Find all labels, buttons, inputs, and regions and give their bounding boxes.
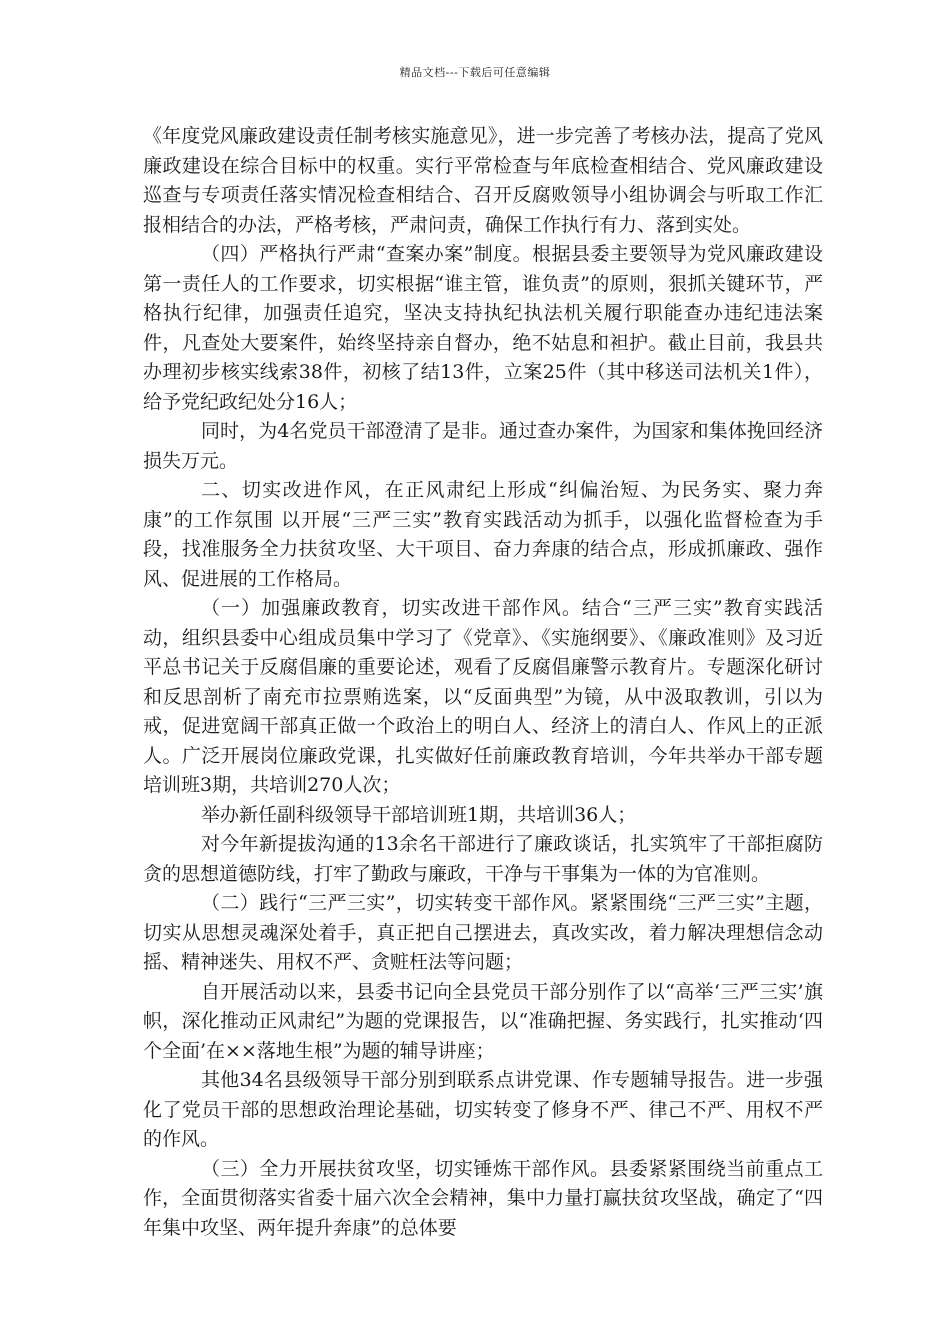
paragraph: 举办新任副科级领导干部培训班1期，共培训36人； [201,803,637,826]
page-header: 精品文档---下载后可任意编辑 [399,66,551,79]
document-body [143,122,823,1243]
paragraph: 其他34名县级领导干部分别到联系点讲党课、作专题辅导报告。进一步强化了党员干部的思想政治理论基础，切实转变了修身不严、律己不严、用权不严的作风。 [143,1069,823,1150]
paragraph: （二）践行“三严三实”，切实转变干部作风。紧紧围绕“三严三实”主题，切实从思想灵魂深处着手，真正把自己摆进去，真改实改，着力解决理想信念动摇、精神迷失、用权不严、贪赃枉法等问题； [143,892,823,973]
paragraph: 《年度党风廉政建设责任制考核实施意见》，进一步完善了考核办法，提高了党风廉政建设在综合目标中的权重。实行平常检查与年底检查相结合、党风廉政建设巡查与专项责任落实情况检查相结合、召开反腐败领导小组协调会与听取工作汇报相结合的办法，严格考核，严肃问责，确保工作执行有力、落到实处。 [143,125,823,236]
paragraph: （三）全力开展扶贫攻坚，切实锤炼干部作风。县委紧紧围绕当前重点工作，全面贯彻落实省委十届六次全会精神，集中力量打赢扶贫攻坚战，确定了“四年集中攻坚、两年提升奔康”的总体要 [143,1157,823,1239]
paragraph: 对今年新提拔沟通的13余名干部进行了廉政谈话，扎实筑牢了干部拒腐防贪的思想道德防线，打牢了勤政与廉政，干净与干事集为一体的为官准则。 [143,833,823,885]
paragraph: （一）加强廉政教育，切实改进干部作风。结合“三严三实”教育实践活动，组织县委中心组成员集中学习了《党章》、《实施纲要》、《廉政准则》及习近平总书记关于反腐倡廉的重要论述，观看了反腐倡廉警示教育片。专题深化研讨和反思剖析了南充市拉票贿选案，以“反面典型”为镜，从中汲取教训，引以为戒，促进宽阔干部真正做一个政治上的明白人、经济上的清白人、作风上的正派人。广泛开展岗位廉政党课，扎实做好任前廉政教育培训，今年共举办干部专题培训班3期，共培训270人次； [143,597,823,796]
paragraph: （四）严格执行严肃“查案办案”制度。根据县委主要领导为党风廉政建设第一责任人的工作要求，切实根据“谁主管，谁负责”的原则，狠抓关键环节，严格执行纪律，加强责任追究，坚决支持执纪执法机关履行职能查办违纪违法案件，凡查处大要案件，始终坚持亲自督办，绝不姑息和袒护。截止目前，我县共办理初步核实线索38件，初核了结13件，立案25件（其中移送司法机关1件），给予党纪政纪处分16人； [143,243,823,413]
paragraph: 同时，为4名党员干部澄清了是非。通过查办案件，为国家和集体挽回经济损失万元。 [143,420,823,472]
paragraph: 自开展活动以来，县委书记向全县党员干部分别作了以“高举‘三严三实’旗帜，深化推动正风肃纪”为题的党课报告，以“准确把握、务实践行，扎实推动‘四个全面’在××落地生根”为题的辅导讲座； [143,980,823,1062]
paragraph: 二、切实改进作风，在正风肃纪上形成“纠偏治短、为民务实、聚力奔康”的工作氛围 以开展“三严三实”教育实践活动为抓手，以强化监督检查为手段，找准服务全力扶贫攻坚、大干项目、奋力奔康的结合点，形成抓廉政、强作风、促进展的工作格局。 [143,479,823,590]
